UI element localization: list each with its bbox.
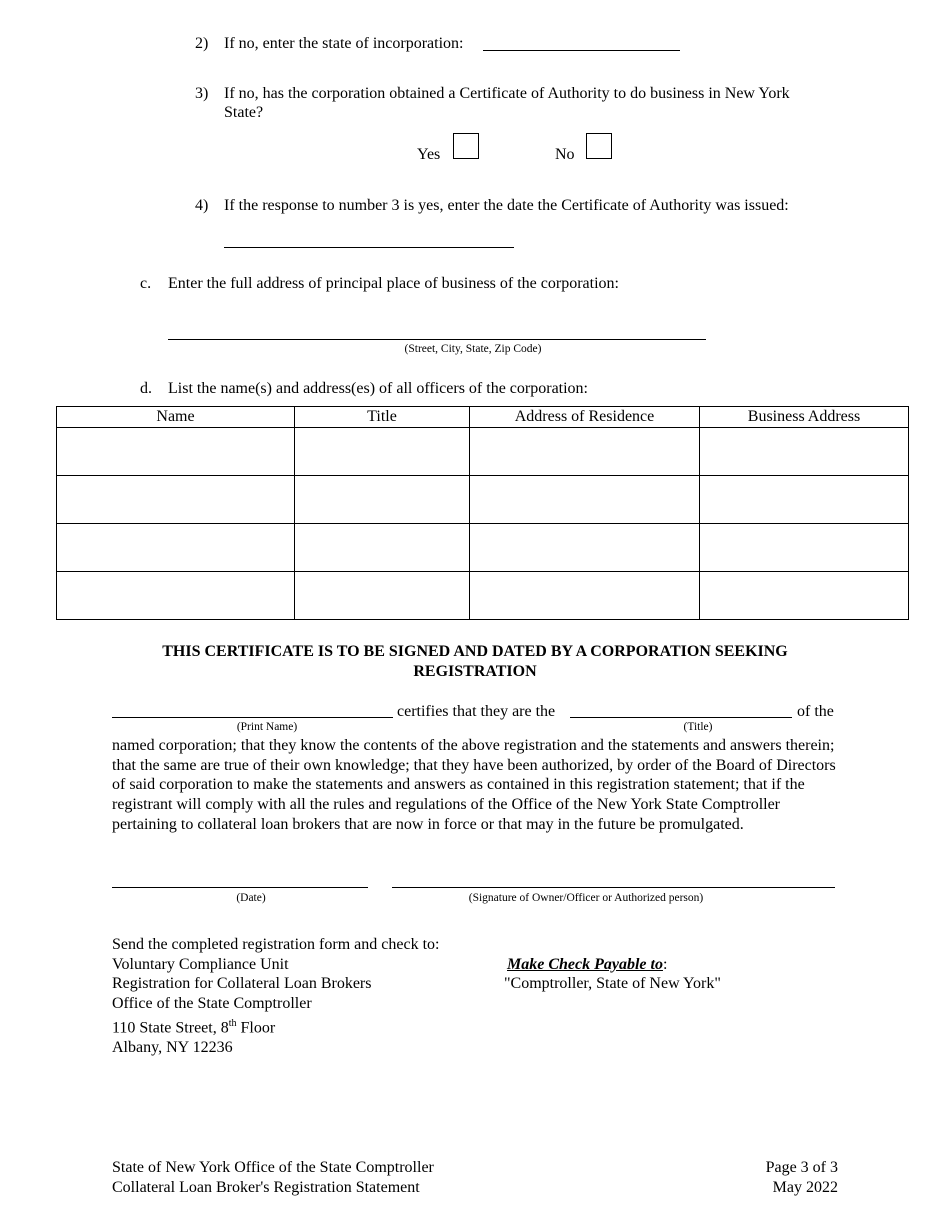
q2-number: 2) <box>195 35 209 52</box>
table-cell[interactable] <box>470 476 700 524</box>
mailing-line2: Registration for Collateral Loan Brokers <box>112 975 372 993</box>
payable-block <box>507 955 667 975</box>
page-number: Page 3 of 3 <box>765 1159 838 1176</box>
table-cell[interactable] <box>295 476 470 524</box>
address-caption: (Street, City, State, Zip Code) <box>404 343 542 355</box>
form-date: May 2022 <box>772 1179 838 1196</box>
table-cell[interactable] <box>57 476 295 524</box>
table-cell[interactable] <box>295 524 470 572</box>
item-c-text: Enter the full address of principal place of business of the corporation: <box>168 275 619 292</box>
item-d-letter: d. <box>140 380 152 397</box>
footer-office: State of New York Office of the State Comptroller <box>112 1159 434 1176</box>
officers-table <box>56 406 909 620</box>
q3-text-line2: State? <box>224 104 264 121</box>
certificate-heading-line2: REGISTRATION <box>413 663 537 680</box>
print-name-field[interactable] <box>112 717 393 718</box>
no-label: No <box>555 146 575 163</box>
column-header-residence: Address of Residence <box>470 407 700 428</box>
table-cell[interactable] <box>295 428 470 476</box>
title-caption: (Title) <box>683 721 713 733</box>
mailing-line3: Office of the State Comptroller <box>112 995 312 1013</box>
table-cell[interactable] <box>57 428 295 476</box>
footer-right <box>766 1158 838 1198</box>
street-address: 110 State Street, 8 <box>112 1019 229 1037</box>
table-header-row <box>57 407 909 428</box>
mailing-line5: Albany, NY 12236 <box>112 1038 233 1056</box>
q2-text: If no, enter the state of incorporation: <box>224 35 464 52</box>
footer-left <box>112 1158 434 1198</box>
footer-form-title: Collateral Loan Broker's Registration Statement <box>112 1179 420 1196</box>
table-cell[interactable] <box>57 524 295 572</box>
table-cell[interactable] <box>470 428 700 476</box>
mailing-intro: Send the completed registration form and check to: <box>112 936 440 953</box>
date-field[interactable] <box>112 887 368 888</box>
state-of-incorporation-field[interactable] <box>483 50 680 51</box>
floor-word: Floor <box>236 1019 276 1037</box>
signature-field[interactable] <box>392 887 835 888</box>
certificate-heading-line1: THIS CERTIFICATE IS TO BE SIGNED AND DATED BY A CORPORATION SEEKING <box>162 643 788 660</box>
payable-label <box>507 955 667 975</box>
table-row <box>57 428 909 476</box>
table-cell[interactable] <box>295 572 470 620</box>
column-header-title: Title <box>295 407 470 428</box>
table-row <box>57 476 909 524</box>
column-header-business: Business Address <box>700 407 909 428</box>
table-row <box>57 524 909 572</box>
date-caption: (Date) <box>236 892 266 904</box>
table-cell[interactable] <box>470 524 700 572</box>
certificate-heading <box>112 642 838 682</box>
certificate-body: named corporation; that they know the contents of the above registration and the statements and answers therein; that the same are true of their own knowledge; that they have been authorized, by order of the Board of Directors of said corporation to make the statements and answers as contained in this registration statement; that if the registrant will comply with all the rules and regulations of the Office of the New York State Comptroller pertaining to collateral loan brokers that are now in force or that may in the future be promulgated. <box>112 737 836 833</box>
mailing-line4 <box>112 1014 439 1038</box>
certificate-date-field[interactable] <box>224 247 514 248</box>
signature-caption: (Signature of Owner/Officer or Authorized person) <box>468 892 704 904</box>
of-the-text: of the <box>797 703 834 720</box>
table-cell[interactable] <box>700 476 909 524</box>
yes-checkbox[interactable] <box>453 133 479 159</box>
q4-text: If the response to number 3 is yes, enter the date the Certificate of Authority was issued: <box>224 197 789 214</box>
print-name-caption: (Print Name) <box>236 721 298 733</box>
column-header-name: Name <box>57 407 295 428</box>
yes-label: Yes <box>417 146 441 163</box>
mailing-address <box>112 935 439 1058</box>
payable-label-text: Make Check Payable to <box>507 956 663 973</box>
table-cell[interactable] <box>57 572 295 620</box>
item-c-letter: c. <box>140 275 152 292</box>
title-field[interactable] <box>570 717 792 718</box>
table-cell[interactable] <box>700 524 909 572</box>
table-cell[interactable] <box>470 572 700 620</box>
payable-value: "Comptroller, State of New York" <box>504 975 721 992</box>
mailing-line1: Voluntary Compliance Unit <box>112 955 289 973</box>
payable-colon: : <box>662 956 668 973</box>
certifies-text: certifies that they are the <box>397 703 556 720</box>
q3-number: 3) <box>195 85 209 102</box>
q3-text-line1: If no, has the corporation obtained a Certificate of Authority to do business in New York <box>224 85 790 102</box>
table-cell[interactable] <box>700 428 909 476</box>
principal-address-field[interactable] <box>168 339 706 340</box>
no-checkbox[interactable] <box>586 133 612 159</box>
table-row <box>57 572 909 620</box>
floor-ordinal: th <box>228 1017 237 1029</box>
item-d-text: List the name(s) and address(es) of all officers of the corporation: <box>168 380 588 397</box>
q4-number: 4) <box>195 197 209 214</box>
table-cell[interactable] <box>700 572 909 620</box>
